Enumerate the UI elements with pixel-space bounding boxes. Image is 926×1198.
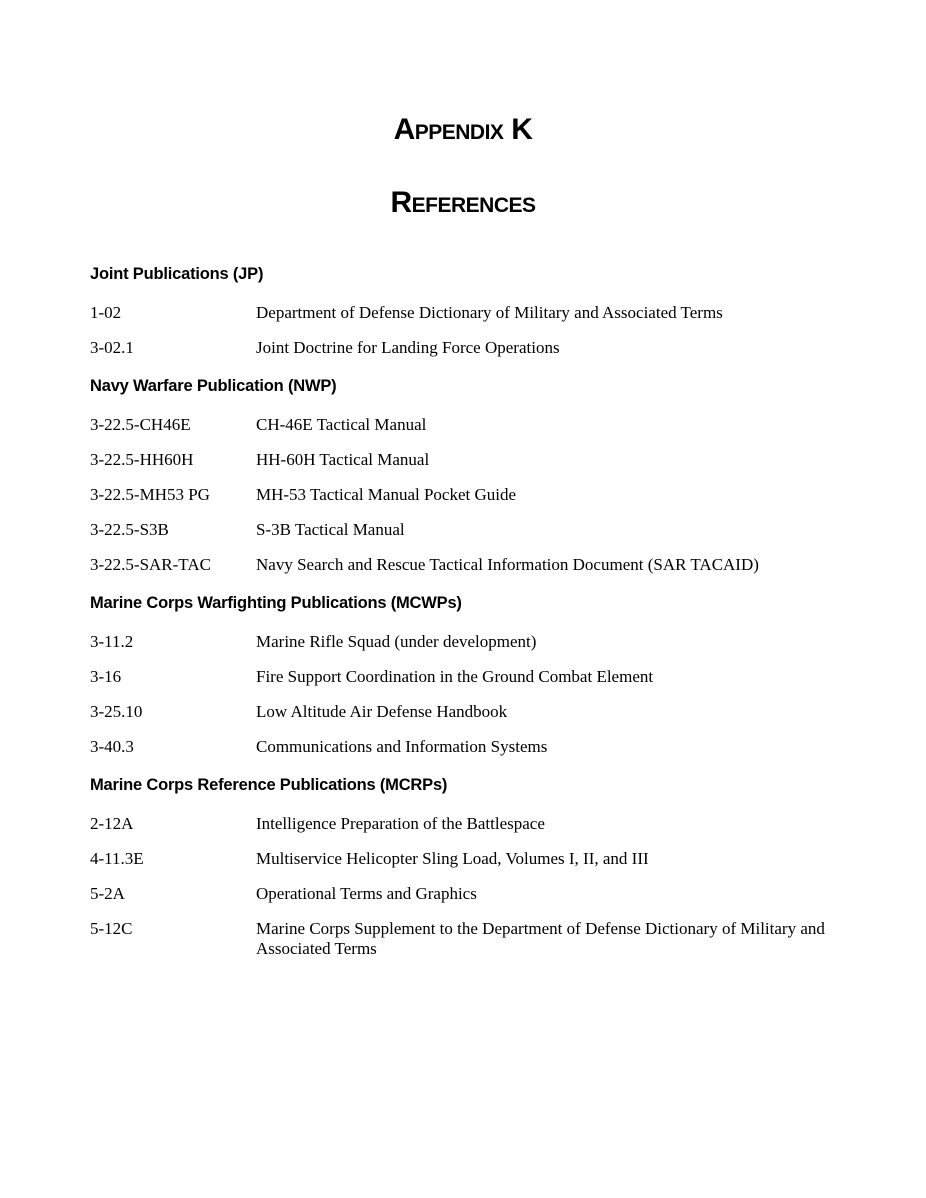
reference-title: Communications and Information Systems xyxy=(256,737,548,756)
section-heading: Navy Warfare Publication (NWP) xyxy=(90,377,337,395)
reference-title: Joint Doctrine for Landing Force Operations xyxy=(256,338,560,357)
section-marine-corps-reference-publications xyxy=(90,774,850,959)
reference-number: 3-40.3 xyxy=(90,737,134,756)
reference-title: Operational Terms and Graphics xyxy=(256,884,477,903)
reference-number: 5-2A xyxy=(90,884,125,903)
reference-title: Low Altitude Air Defense Handbook xyxy=(256,702,508,721)
reference-title: Intelligence Preparation of the Battlespace xyxy=(256,814,545,833)
reference-number: 3-22.5-CH46E xyxy=(90,415,191,434)
reference-row xyxy=(90,849,850,869)
reference-row xyxy=(90,520,850,540)
reference-number: 5-12C xyxy=(90,919,133,938)
section-joint-publications xyxy=(90,263,850,358)
reference-row xyxy=(90,555,850,575)
section-heading: Marine Corps Reference Publications (MCRPs) xyxy=(90,776,448,794)
reference-title: Navy Search and Rescue Tactical Information Document (SAR TACAID) xyxy=(256,555,759,574)
reference-row xyxy=(90,415,850,435)
section-marine-corps-warfighting-publications xyxy=(90,592,850,757)
reference-number: 3-22.5-SAR-TAC xyxy=(90,555,211,574)
reference-number: 3-25.10 xyxy=(90,702,143,721)
reference-title: Marine Rifle Squad (under development) xyxy=(256,632,537,651)
reference-number: 4-11.3E xyxy=(90,849,144,868)
reference-title: S-3B Tactical Manual xyxy=(256,520,405,539)
reference-row xyxy=(90,919,850,959)
reference-number: 3-11.2 xyxy=(90,632,134,651)
reference-title: Department of Defense Dictionary of Military and Associated Terms xyxy=(256,303,723,322)
reference-row xyxy=(90,303,850,323)
reference-row xyxy=(90,814,850,834)
reference-row xyxy=(90,632,850,652)
references-content xyxy=(90,263,850,976)
reference-number: 2-12A xyxy=(90,814,134,833)
reference-number: 3-16 xyxy=(90,667,122,686)
section-heading: Marine Corps Warfighting Publications (MCWPs) xyxy=(90,594,462,612)
reference-row xyxy=(90,338,850,358)
reference-row xyxy=(90,702,850,722)
reference-title: Multiservice Helicopter Sling Load, Volumes I, II, and III xyxy=(256,849,649,868)
reference-number: 3-02.1 xyxy=(90,338,134,357)
reference-title: Fire Support Coordination in the Ground Combat Element xyxy=(256,667,654,686)
reference-number: 1-02 xyxy=(90,303,122,322)
reference-number: 3-22.5-MH53 PG xyxy=(90,485,210,504)
reference-title: HH-60H Tactical Manual xyxy=(256,450,430,469)
appendix-title: Appendix K xyxy=(393,113,533,146)
references-title: References xyxy=(390,186,536,219)
reference-row xyxy=(90,485,850,505)
reference-row xyxy=(90,884,850,904)
section-heading: Joint Publications (JP) xyxy=(90,265,264,283)
reference-number: 3-22.5-HH60H xyxy=(90,450,194,469)
reference-title: Marine Corps Supplement to the Department of Defense Dictionary of Military and Associated Terms xyxy=(256,919,825,958)
reference-title: CH-46E Tactical Manual xyxy=(256,415,427,434)
reference-row xyxy=(90,667,850,687)
reference-row xyxy=(90,737,850,757)
reference-title: MH-53 Tactical Manual Pocket Guide xyxy=(256,485,517,504)
reference-number: 3-22.5-S3B xyxy=(90,520,169,539)
section-navy-warfare-publication xyxy=(90,375,850,575)
reference-row xyxy=(90,450,850,470)
